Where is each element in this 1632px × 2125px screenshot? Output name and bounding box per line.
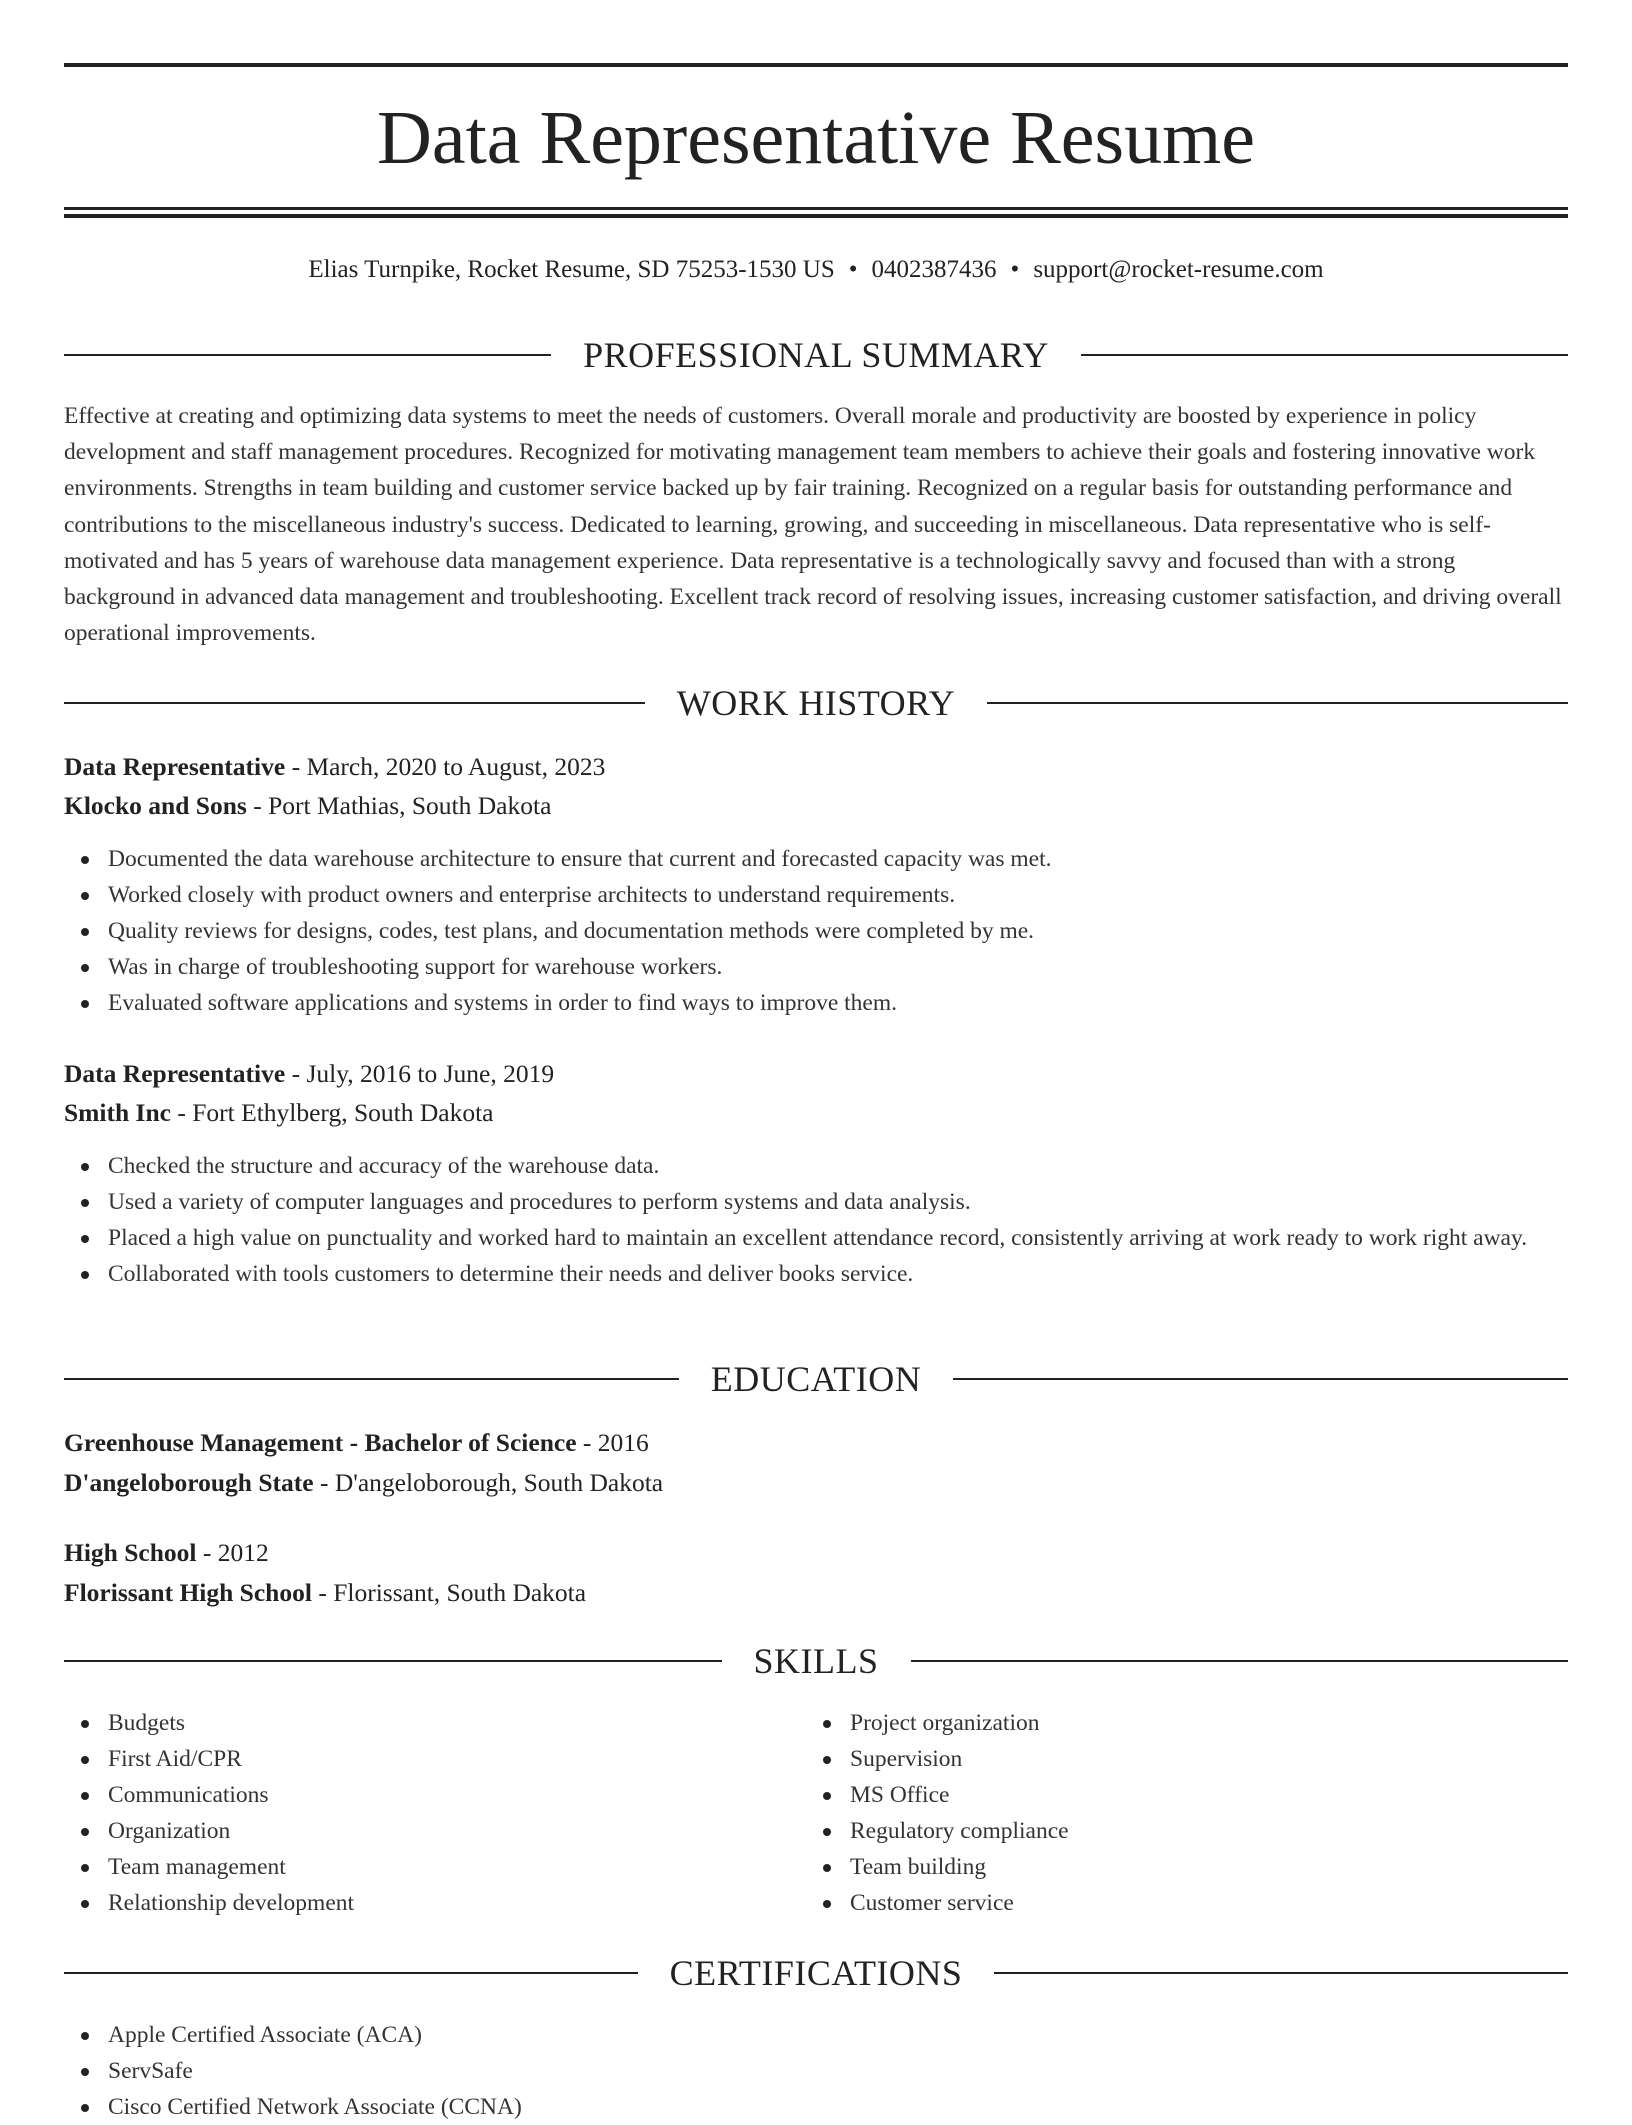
certifications-list: [64, 2017, 1568, 2125]
dash: -: [311, 1578, 334, 1607]
section-heading-label: CERTIFICATIONS: [669, 1953, 963, 1993]
job-location: Fort Ethylberg, South Dakota: [192, 1098, 494, 1127]
heading-rule: [994, 1972, 1568, 1974]
education-degree-line: [64, 1535, 1568, 1571]
job-company-line: [64, 788, 1568, 824]
section-heading-label: EDUCATION: [710, 1359, 922, 1399]
dash: -: [170, 1098, 193, 1127]
dash: -: [196, 1538, 218, 1567]
education-year: 2012: [217, 1538, 269, 1567]
section-heading-certifications: [64, 1948, 1568, 1998]
list-item: Worked closely with product owners and enterprise architects to understand requirements.: [64, 877, 1568, 913]
list-item: Budgets: [64, 1705, 804, 1741]
list-item: Evaluated software applications and systems in order to find ways to improve them.: [64, 985, 1568, 1021]
education-school-line: [64, 1465, 1568, 1501]
heading-rule: [64, 1660, 722, 1662]
contact-separator: •: [848, 256, 858, 283]
skills-list-right: [806, 1705, 1546, 1921]
job-dates: July, 2016 to June, 2019: [306, 1059, 555, 1088]
contact-phone: 0402387436: [871, 256, 997, 283]
section-heading-skills: [64, 1636, 1568, 1686]
list-item: Placed a high value on punctuality and worked hard to maintain an excellent attendance record, consistently arriving at work ready to work right away.: [64, 1220, 1568, 1256]
list-item: Team building: [806, 1849, 1546, 1885]
list-item: Apple Certified Associate (ACA): [64, 2017, 1568, 2053]
title-double-rule: [64, 207, 1568, 218]
education-school: D'angeloborough State: [64, 1468, 314, 1497]
section-heading-label: PROFESSIONAL SUMMARY: [583, 335, 1049, 375]
dash: -: [285, 1059, 307, 1088]
top-rule: [64, 63, 1568, 67]
dash: -: [246, 791, 269, 820]
dash: -: [313, 1468, 335, 1497]
job-title-line: [64, 749, 1568, 785]
list-item: Communications: [64, 1777, 804, 1813]
contact-address: Elias Turnpike, Rocket Resume, SD 75253-1530 US: [308, 256, 835, 283]
education-location: Florissant, South Dakota: [333, 1578, 587, 1607]
list-item: Team management: [64, 1849, 804, 1885]
job-title-line: [64, 1056, 1568, 1092]
dash: -: [576, 1428, 598, 1457]
list-item: Documented the data warehouse architecture to ensure that current and forecasted capacity was met.: [64, 841, 1568, 877]
job-bullets: [64, 841, 1568, 1021]
list-item: ServSafe: [64, 2053, 1568, 2089]
list-item: MS Office: [806, 1777, 1546, 1813]
contact-line: [64, 252, 1568, 288]
list-item: Quality reviews for designs, codes, test plans, and documentation methods were completed by me.: [64, 913, 1568, 949]
section-heading-education: [64, 1354, 1568, 1404]
section-heading-work-history: [64, 678, 1568, 728]
list-item: Customer service: [806, 1885, 1546, 1921]
list-item: Collaborated with tools customers to determine their needs and deliver books service.: [64, 1256, 1568, 1292]
list-item: Organization: [64, 1813, 804, 1849]
education-location: D'angeloborough, South Dakota: [334, 1468, 664, 1497]
job-company: Smith Inc: [64, 1098, 171, 1127]
education-year: 2016: [597, 1428, 649, 1457]
heading-rule: [987, 702, 1568, 704]
contact-email: support@rocket-resume.com: [1033, 256, 1324, 283]
education-degree: Greenhouse Management - Bachelor of Science: [64, 1428, 577, 1457]
job-role: Data Representative: [64, 1059, 286, 1088]
contact-separator: •: [1010, 256, 1020, 283]
skills-list-left: [64, 1705, 804, 1921]
education-degree-line: [64, 1425, 1568, 1461]
heading-rule: [1081, 354, 1568, 356]
heading-rule: [64, 702, 645, 704]
job-company: Klocko and Sons: [64, 791, 247, 820]
education-school-line: [64, 1575, 1568, 1611]
summary-text: Effective at creating and optimizing data systems to meet the needs of customers. Overall morale and productivity are boosted by experience in policy development and staff management procedures. Recognized for motivating management team members to achieve their goals and fostering innovative work environments. Strengths in team building and customer service backed up by fair training. Recognized on a regular basis for outstanding performance and contributions to the miscellaneous industry's success. Dedicated to learning, growing, and succeeding in miscellaneous. Data representative who is self-motivated and has 5 years of warehouse data management experience. Data representative is a technologically savvy and focused than with a strong background in advanced data management and troubleshooting. Excellent track record of resolving issues, increasing customer satisfaction, and driving overall operational improvements.: [64, 403, 1562, 647]
job-bullets: [64, 1148, 1568, 1292]
job-company-line: [64, 1095, 1568, 1131]
list-item: Relationship development: [64, 1885, 804, 1921]
section-heading-label: WORK HISTORY: [676, 683, 956, 723]
page-title: Data Representative Resume: [377, 96, 1255, 180]
heading-rule: [911, 1660, 1569, 1662]
section-heading-label: SKILLS: [753, 1641, 879, 1681]
list-item: Cisco Certified Network Associate (CCNA): [64, 2089, 1568, 2125]
heading-rule: [64, 1972, 638, 1974]
section-heading-summary: [64, 330, 1568, 380]
education-degree: High School: [64, 1538, 197, 1567]
education-school: Florissant High School: [64, 1578, 312, 1607]
list-item: Regulatory compliance: [806, 1813, 1546, 1849]
heading-rule: [953, 1378, 1568, 1380]
list-item: Checked the structure and accuracy of the warehouse data.: [64, 1148, 1568, 1184]
heading-rule: [64, 1378, 679, 1380]
job-dates: March, 2020 to August, 2023: [306, 752, 606, 781]
job-role: Data Representative: [64, 752, 286, 781]
dash: -: [285, 752, 307, 781]
job-location: Port Mathias, South Dakota: [268, 791, 552, 820]
list-item: Supervision: [806, 1741, 1546, 1777]
list-item: First Aid/CPR: [64, 1741, 804, 1777]
list-item: Was in charge of troubleshooting support for warehouse workers.: [64, 949, 1568, 985]
list-item: Used a variety of computer languages and procedures to perform systems and data analysis.: [64, 1184, 1568, 1220]
list-item: Project organization: [806, 1705, 1546, 1741]
heading-rule: [64, 354, 551, 356]
